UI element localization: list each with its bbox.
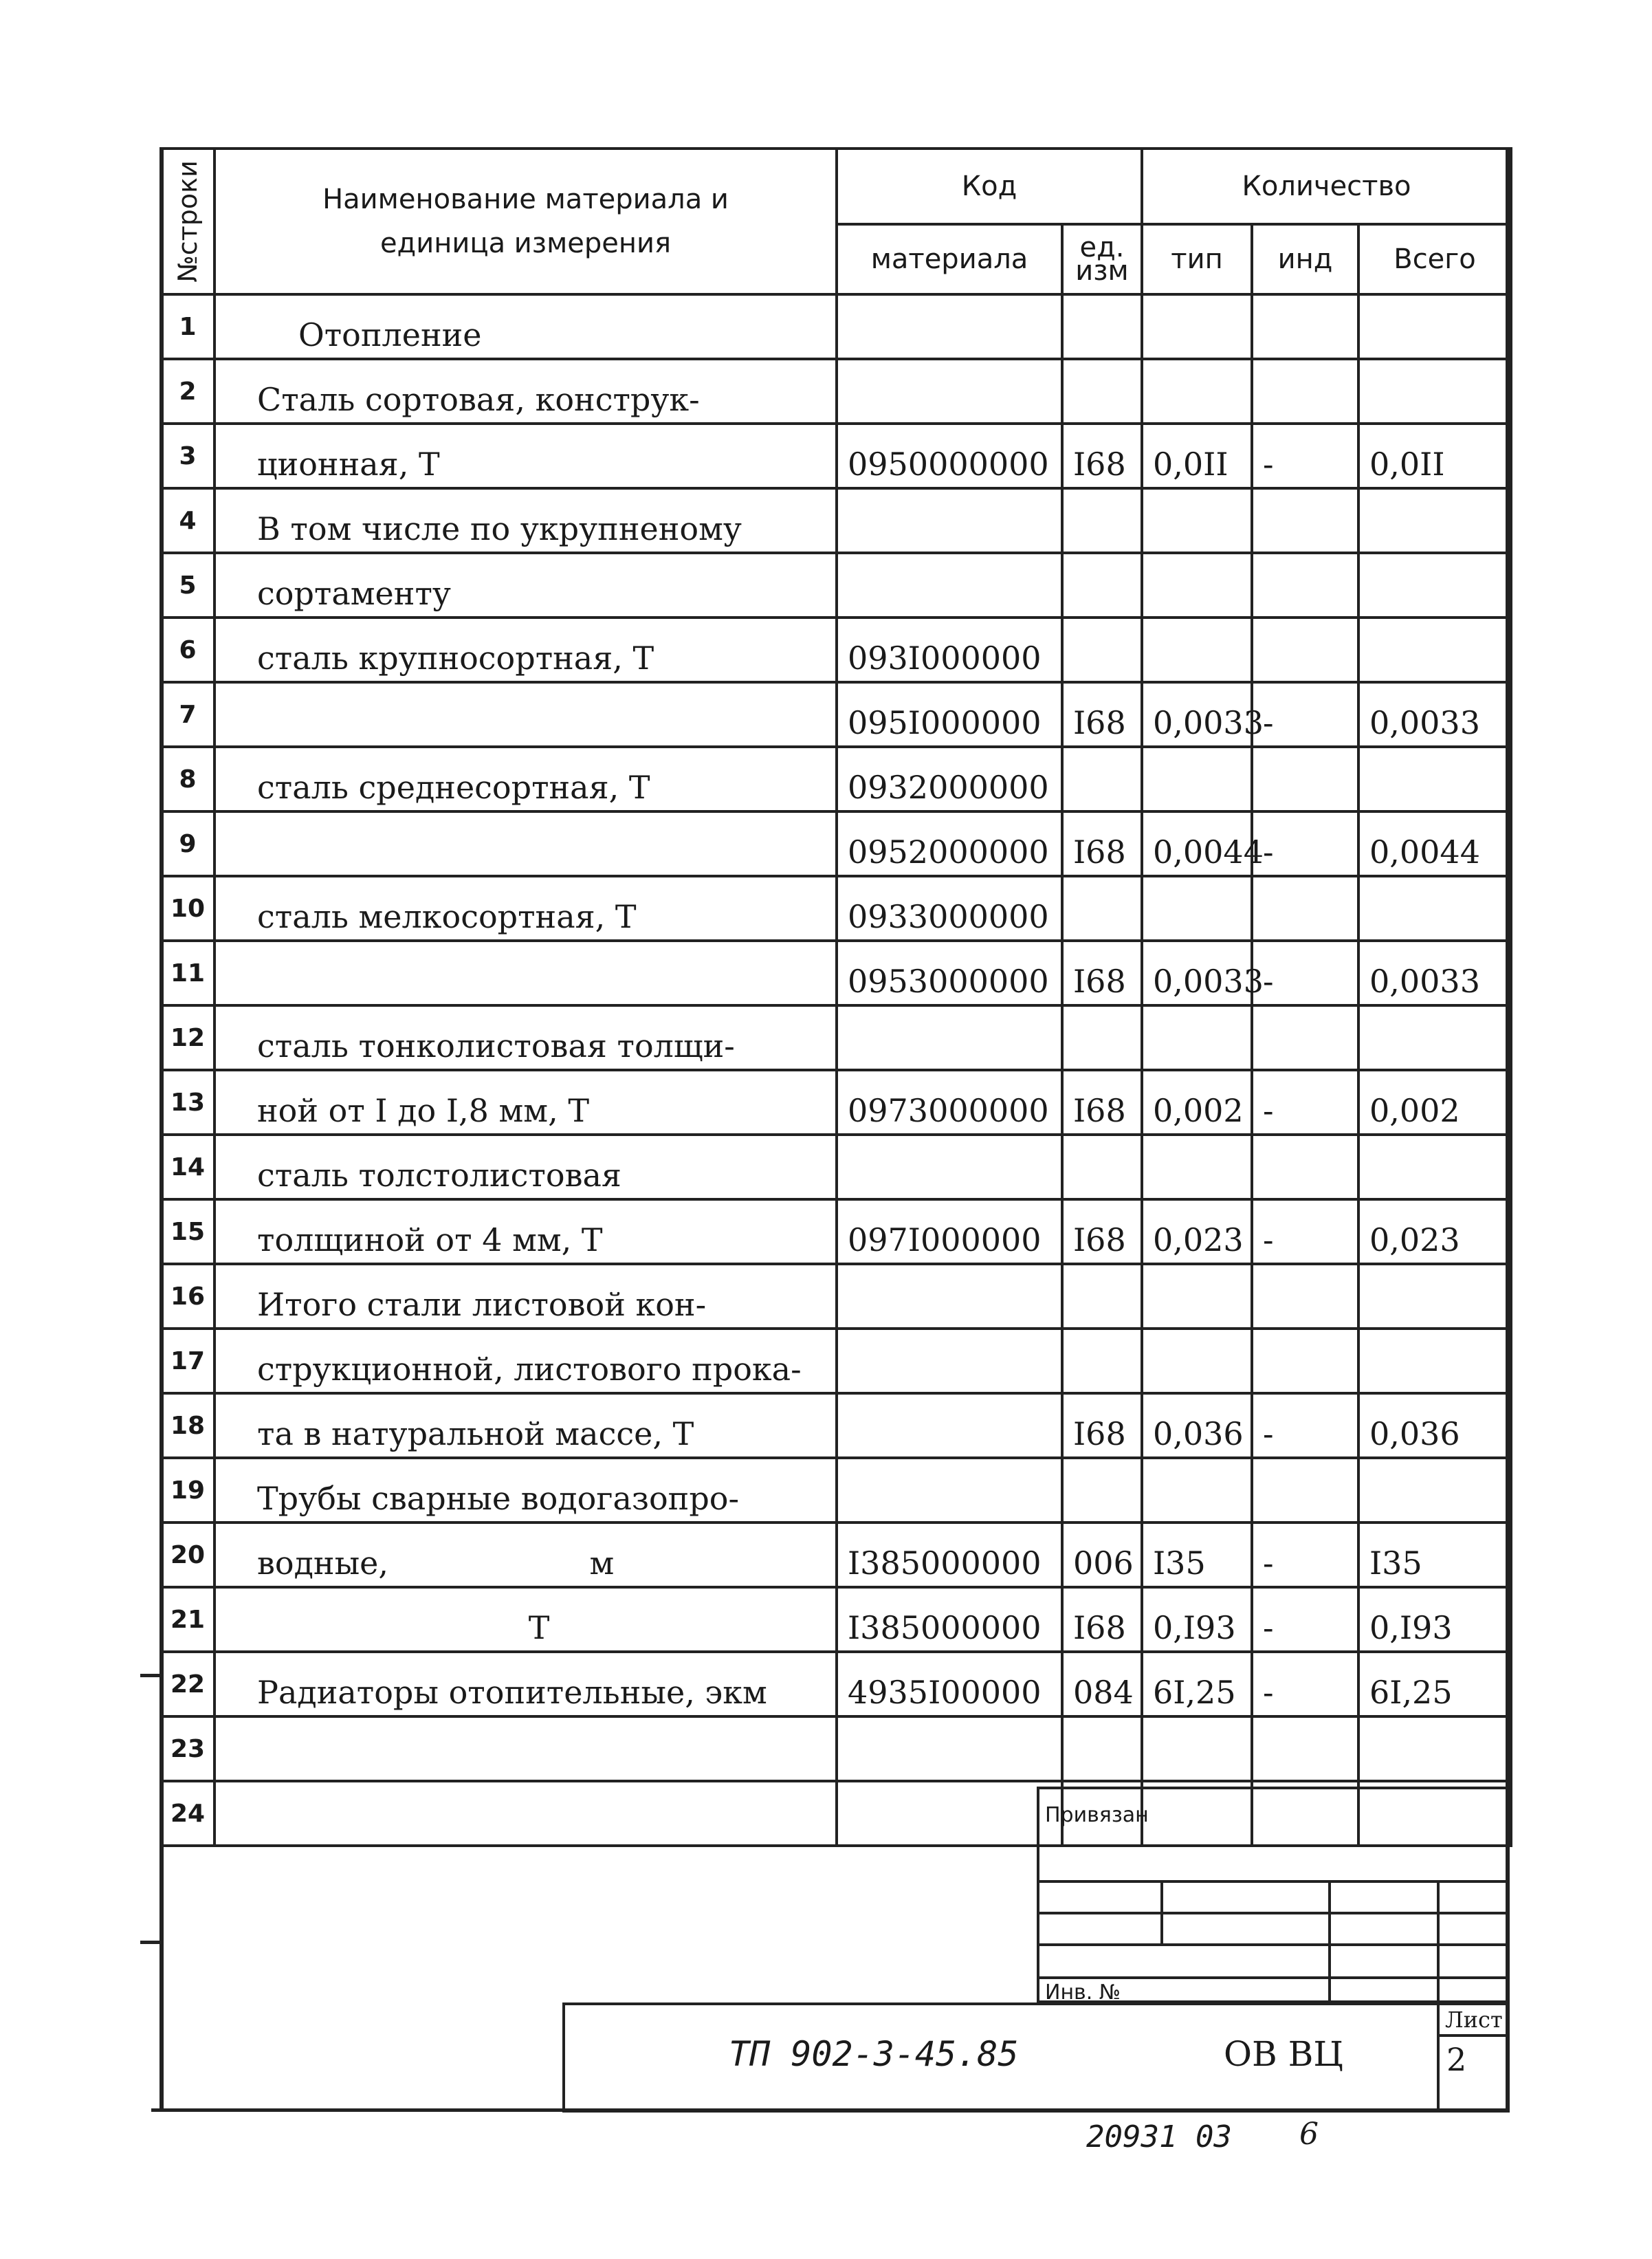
- row-name: водные, м: [214, 1523, 837, 1587]
- row-number: 7: [161, 682, 214, 747]
- table-row: [161, 941, 1511, 1005]
- row-total: 0,0044: [1358, 811, 1511, 876]
- row-name: Т: [214, 1587, 837, 1652]
- row-ind: -: [1252, 941, 1358, 1005]
- table-row: [161, 1135, 1511, 1199]
- row-code: [837, 488, 1062, 553]
- row-unit: [1062, 876, 1142, 941]
- row-type: [1142, 1264, 1252, 1329]
- row-total: [1358, 359, 1511, 424]
- row-ind: [1252, 1458, 1358, 1523]
- row-unit: [1062, 294, 1142, 359]
- row-type: [1142, 747, 1252, 811]
- table-row: [161, 294, 1511, 359]
- row-type: 6I,25: [1142, 1652, 1252, 1716]
- header-code-unit: ед. изм: [1062, 224, 1142, 294]
- row-unit: I68: [1062, 424, 1142, 488]
- row-type: [1142, 618, 1252, 682]
- row-type: [1142, 1329, 1252, 1393]
- row-name: сталь тонколистовая толщи-: [214, 1005, 837, 1070]
- row-type: 0,0II: [1142, 424, 1252, 488]
- row-number: 23: [161, 1716, 214, 1781]
- title-block: [562, 2002, 1510, 2113]
- row-number: 10: [161, 876, 214, 941]
- row-name: ной от I до I,8 мм, Т: [214, 1070, 837, 1135]
- row-code: [837, 294, 1062, 359]
- row-ind: -: [1252, 1199, 1358, 1264]
- row-number: 8: [161, 747, 214, 811]
- row-total: 0,036: [1358, 1393, 1511, 1458]
- row-number: 19: [161, 1458, 214, 1523]
- margin-tick: [140, 1674, 161, 1677]
- header-qty-type: тип: [1142, 224, 1252, 294]
- stamp-divider: [1328, 1880, 1331, 2004]
- row-total: [1358, 1005, 1511, 1070]
- row-name: сортаменту: [214, 553, 837, 618]
- row-ind: [1252, 618, 1358, 682]
- row-name: Сталь сортовая, конструк-: [214, 359, 837, 424]
- row-number: 24: [161, 1781, 214, 1846]
- row-code: 095I000000: [837, 682, 1062, 747]
- row-code: 0932000000: [837, 747, 1062, 811]
- row-total: I35: [1358, 1523, 1511, 1587]
- row-type: [1142, 553, 1252, 618]
- row-type: [1142, 294, 1252, 359]
- row-total: 6I,25: [1358, 1652, 1511, 1716]
- row-code: [837, 1393, 1062, 1458]
- table-row: [161, 1523, 1511, 1587]
- header-qty-ind: инд: [1252, 224, 1358, 294]
- row-total: 0,0033: [1358, 682, 1511, 747]
- row-number: 5: [161, 553, 214, 618]
- table-row: [161, 1652, 1511, 1716]
- table-row: [161, 811, 1511, 876]
- page-number: 6: [1299, 2117, 1319, 2152]
- row-code: [837, 1716, 1062, 1781]
- row-code: 0973000000: [837, 1070, 1062, 1135]
- stamp-divider: [1160, 1880, 1163, 1943]
- row-number: 22: [161, 1652, 214, 1716]
- document-code: ТП 902-3-45.85: [729, 2034, 1019, 2074]
- row-code: [837, 553, 1062, 618]
- row-total: [1358, 1458, 1511, 1523]
- row-ind: -: [1252, 1070, 1358, 1135]
- row-name: В том числе по укрупненому: [214, 488, 837, 553]
- row-total: [1358, 876, 1511, 941]
- row-type: [1142, 488, 1252, 553]
- row-total: [1358, 1716, 1511, 1781]
- row-type: [1142, 1716, 1252, 1781]
- table-row: [161, 359, 1511, 424]
- row-ind: -: [1252, 424, 1358, 488]
- row-ind: -: [1252, 682, 1358, 747]
- table-row: [161, 1199, 1511, 1264]
- row-name: [214, 941, 837, 1005]
- row-unit: [1062, 553, 1142, 618]
- table-row: [161, 488, 1511, 553]
- row-total: [1358, 618, 1511, 682]
- row-code: [837, 1135, 1062, 1199]
- row-ind: [1252, 747, 1358, 811]
- row-unit: I68: [1062, 941, 1142, 1005]
- row-number: 4: [161, 488, 214, 553]
- row-code: 093I000000: [837, 618, 1062, 682]
- row-name: [214, 811, 837, 876]
- row-ind: [1252, 1329, 1358, 1393]
- row-name: струкционной, листового прока-: [214, 1329, 837, 1393]
- archive-number: 20931 03: [1086, 2119, 1232, 2154]
- title-block-divider: [1437, 2002, 1440, 2113]
- row-number: 13: [161, 1070, 214, 1135]
- row-code: 0933000000: [837, 876, 1062, 941]
- row-name: сталь мелкосортная, Т: [214, 876, 837, 941]
- row-number: 20: [161, 1523, 214, 1587]
- row-type: [1142, 1005, 1252, 1070]
- row-number: 3: [161, 424, 214, 488]
- row-unit: I68: [1062, 811, 1142, 876]
- row-code: 4935I00000: [837, 1652, 1062, 1716]
- row-unit: [1062, 1135, 1142, 1199]
- table-row: [161, 1005, 1511, 1070]
- row-total: [1358, 488, 1511, 553]
- row-type: [1142, 1135, 1252, 1199]
- row-number: 2: [161, 359, 214, 424]
- row-number: 17: [161, 1329, 214, 1393]
- row-total: 0,I93: [1358, 1587, 1511, 1652]
- table-row: [161, 1264, 1511, 1329]
- row-name: Отопление: [214, 294, 837, 359]
- row-ind: -: [1252, 1393, 1358, 1458]
- header-code-material: материала: [837, 224, 1062, 294]
- materials-spec-table: [159, 147, 1512, 1847]
- row-ind: [1252, 359, 1358, 424]
- row-number: 1: [161, 294, 214, 359]
- row-number: 18: [161, 1393, 214, 1458]
- row-name: ционная, Т: [214, 424, 837, 488]
- header-name: Наименование материала и единица измерения: [214, 149, 837, 294]
- header-row-number: №строки: [161, 149, 214, 294]
- stamp-divider: [1437, 1880, 1440, 2004]
- row-total: 0,002: [1358, 1070, 1511, 1135]
- row-number: 16: [161, 1264, 214, 1329]
- row-name: [214, 682, 837, 747]
- row-total: [1358, 1329, 1511, 1393]
- row-number: 14: [161, 1135, 214, 1199]
- row-type: 0,0044: [1142, 811, 1252, 876]
- row-type: 0,0033: [1142, 941, 1252, 1005]
- row-code: [837, 1781, 1062, 1846]
- row-number: 6: [161, 618, 214, 682]
- row-code: 0952000000: [837, 811, 1062, 876]
- row-code: [837, 1005, 1062, 1070]
- row-unit: [1062, 1264, 1142, 1329]
- row-code: 097I000000: [837, 1199, 1062, 1264]
- row-code: [837, 1264, 1062, 1329]
- title-block-divider: [1437, 2034, 1510, 2037]
- row-ind: [1252, 876, 1358, 941]
- row-type: [1142, 876, 1252, 941]
- row-type: 0,036: [1142, 1393, 1252, 1458]
- row-type: 0,023: [1142, 1199, 1252, 1264]
- row-total: [1358, 294, 1511, 359]
- row-total: [1358, 1135, 1511, 1199]
- table-row: [161, 553, 1511, 618]
- row-ind: [1252, 294, 1358, 359]
- row-code: I385000000: [837, 1523, 1062, 1587]
- row-ind: -: [1252, 811, 1358, 876]
- row-total: 0,0II: [1358, 424, 1511, 488]
- sheet-number: 2: [1446, 2041, 1467, 2078]
- document-mark: ОВ ВЦ: [1224, 2034, 1343, 2074]
- row-name: [214, 1716, 837, 1781]
- row-unit: [1062, 1458, 1142, 1523]
- row-number: 21: [161, 1587, 214, 1652]
- row-unit: I68: [1062, 1199, 1142, 1264]
- row-ind: -: [1252, 1587, 1358, 1652]
- row-name: Итого стали листовой кон-: [214, 1264, 837, 1329]
- table-row: [161, 747, 1511, 811]
- row-unit: I68: [1062, 682, 1142, 747]
- table-row: [161, 618, 1511, 682]
- row-total: 0,0033: [1358, 941, 1511, 1005]
- table-row: [161, 424, 1511, 488]
- sheet-label: Лист: [1445, 2007, 1503, 2033]
- row-code: [837, 1329, 1062, 1393]
- row-ind: [1252, 1135, 1358, 1199]
- row-type: 0,002: [1142, 1070, 1252, 1135]
- row-name: сталь крупносортная, Т: [214, 618, 837, 682]
- row-total: [1358, 1264, 1511, 1329]
- table-row: [161, 1329, 1511, 1393]
- row-type: [1142, 1458, 1252, 1523]
- margin-tick: [140, 1941, 161, 1944]
- row-unit: [1062, 359, 1142, 424]
- row-ind: [1252, 553, 1358, 618]
- row-number: 11: [161, 941, 214, 1005]
- row-code: I385000000: [837, 1587, 1062, 1652]
- row-name: [214, 1781, 837, 1846]
- header-code: Код: [837, 149, 1142, 224]
- table-row: [161, 682, 1511, 747]
- row-type: I35: [1142, 1523, 1252, 1587]
- row-code: [837, 1458, 1062, 1523]
- row-unit: [1062, 618, 1142, 682]
- row-ind: [1252, 1005, 1358, 1070]
- row-type: [1142, 359, 1252, 424]
- row-ind: -: [1252, 1523, 1358, 1587]
- row-unit: 006: [1062, 1523, 1142, 1587]
- row-unit: [1062, 747, 1142, 811]
- row-number: 15: [161, 1199, 214, 1264]
- row-ind: -: [1252, 1652, 1358, 1716]
- row-code: [837, 359, 1062, 424]
- row-total: [1358, 747, 1511, 811]
- linkage-stamp: [1037, 1787, 1510, 2003]
- row-name: толщиной от 4 мм, Т: [214, 1199, 837, 1264]
- stamp-linked-label: Привязан: [1045, 1803, 1149, 1827]
- table-row: [161, 1458, 1511, 1523]
- header-quantity: Количество: [1142, 149, 1511, 224]
- header-qty-total: Всего: [1358, 224, 1511, 294]
- row-unit: I68: [1062, 1070, 1142, 1135]
- row-number: 12: [161, 1005, 214, 1070]
- table-row: [161, 1070, 1511, 1135]
- table-row: [161, 1716, 1511, 1781]
- row-type: 0,0033: [1142, 682, 1252, 747]
- table-row: [161, 1393, 1511, 1458]
- row-type: 0,I93: [1142, 1587, 1252, 1652]
- table-row: [161, 1587, 1511, 1652]
- row-ind: [1252, 488, 1358, 553]
- row-unit: I68: [1062, 1393, 1142, 1458]
- row-ind: [1252, 1716, 1358, 1781]
- row-number: 9: [161, 811, 214, 876]
- table-body: [161, 294, 1511, 1846]
- row-unit: I68: [1062, 1587, 1142, 1652]
- row-total: 0,023: [1358, 1199, 1511, 1264]
- row-total: [1358, 553, 1511, 618]
- row-unit: [1062, 1005, 1142, 1070]
- row-name: сталь толстолистовая: [214, 1135, 837, 1199]
- row-name: та в натуральной массе, Т: [214, 1393, 837, 1458]
- stamp-inventory-label: Инв. №: [1045, 1980, 1121, 2005]
- row-name: Трубы сварные водогазопро-: [214, 1458, 837, 1523]
- frame-left-border: [159, 147, 164, 2111]
- row-unit: [1062, 1329, 1142, 1393]
- row-code: 0950000000: [837, 424, 1062, 488]
- row-unit: [1062, 488, 1142, 553]
- table-row: [161, 876, 1511, 941]
- row-unit: 084: [1062, 1652, 1142, 1716]
- row-code: 0953000000: [837, 941, 1062, 1005]
- row-name: Радиаторы отопительные, экм: [214, 1652, 837, 1716]
- row-ind: [1252, 1264, 1358, 1329]
- row-name: сталь среднесортная, Т: [214, 747, 837, 811]
- row-unit: [1062, 1716, 1142, 1781]
